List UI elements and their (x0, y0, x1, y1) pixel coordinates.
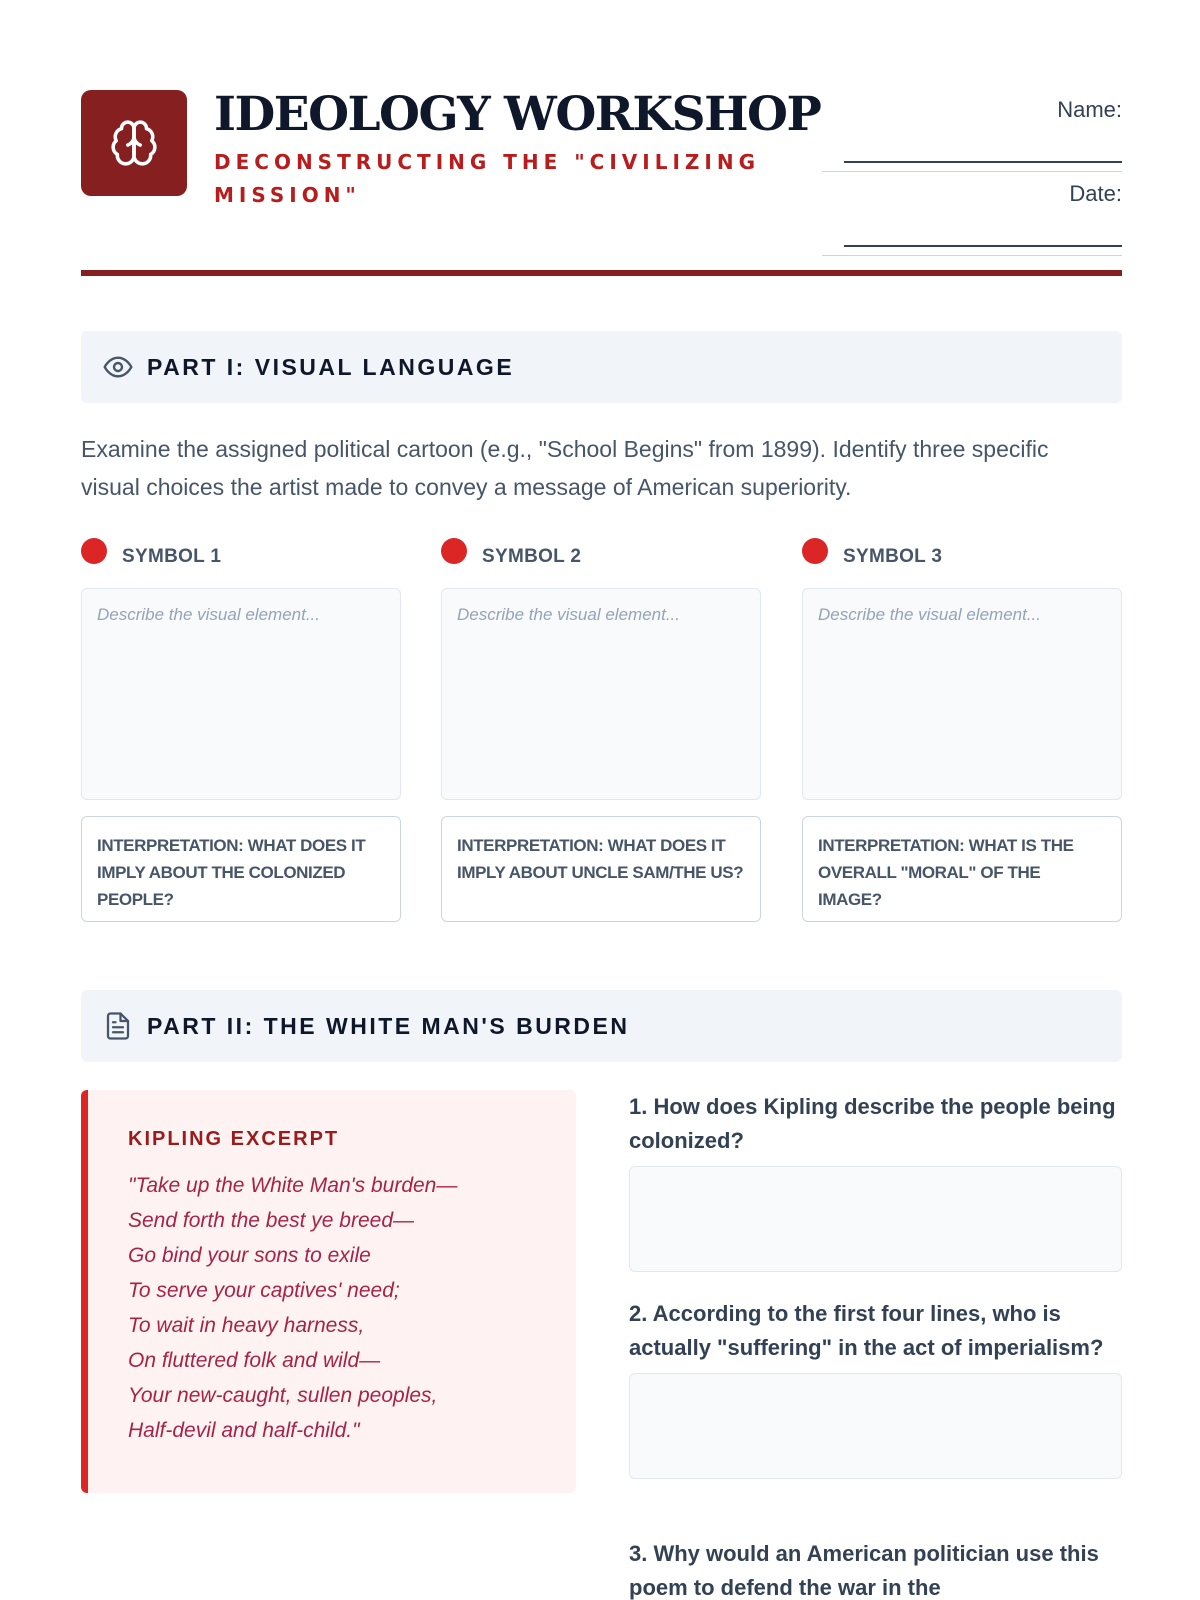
poem-line: Your new-caught, sullen peoples, (128, 1384, 438, 1407)
section-title: PART II: THE WHITE MAN'S BURDEN (147, 1012, 630, 1039)
question-text: 2. According to the first four lines, who is actually "suffering" in the act of imperialism? (629, 1301, 1104, 1360)
date-field[interactable] (822, 210, 1122, 256)
interpretation-box[interactable]: INTERPRETATION: WHAT DOES IT IMPLY ABOUT THE COLONIZED PEOPLE? (81, 816, 401, 922)
header-divider (81, 270, 1122, 276)
page-subtitle: DECONSTRUCTING THE "CIVILIZING MISSION" (214, 150, 760, 207)
poem-line: On fluttered folk and wild— (128, 1349, 381, 1372)
question-text: 3. Why would an American politician use this poem to defend the war in the (629, 1541, 1099, 1600)
interpretation-box[interactable]: INTERPRETATION: WHAT DOES IT IMPLY ABOUT UNCLE SAM/THE US? (441, 816, 761, 922)
question-text: 1. How does Kipling describe the people being colonized? (629, 1094, 1116, 1153)
page-title: IDEOLOGY WORKSHOP (214, 87, 821, 142)
poem-line: Go bind your sons to exile (128, 1244, 371, 1267)
poem-line: To serve your captives' need; (128, 1279, 400, 1302)
eye-icon (101, 350, 135, 384)
red-dot-marker (802, 538, 828, 564)
interpretation-box[interactable]: INTERPRETATION: WHAT IS THE OVERALL "MORAL" OF THE IMAGE? (802, 816, 1122, 922)
excerpt-title: KIPLING EXCERPT (128, 1128, 340, 1150)
poem-line: Half-devil and half-child." (128, 1419, 360, 1442)
student-info (822, 94, 1122, 262)
question-3 (629, 1537, 1122, 1600)
logo-badge (81, 90, 187, 196)
poem-line: Send forth the best ye breed— (128, 1209, 415, 1232)
input-placeholder: Describe the visual element... (97, 605, 320, 624)
input-placeholder: Describe the visual element... (457, 605, 680, 624)
symbol-label: SYMBOL 3 (843, 546, 943, 567)
name-label: Name: (1057, 97, 1122, 122)
instructions-text: Examine the assigned political cartoon (e.g., "School Begins" from 1899). Identify three specific visual choices the artist made to convey a message of American superiority. (81, 436, 1049, 500)
poem-line: "Take up the White Man's burden— (128, 1174, 458, 1197)
symbol-description-input[interactable] (802, 588, 1122, 800)
symbol-label: SYMBOL 2 (482, 546, 582, 567)
answer-box[interactable] (629, 1166, 1122, 1272)
question-2 (629, 1297, 1122, 1479)
name-field[interactable] (822, 126, 1122, 172)
symbol-description-input[interactable] (81, 588, 401, 800)
date-label: Date: (1069, 181, 1122, 206)
red-dot-marker (81, 538, 107, 564)
input-placeholder: Describe the visual element... (818, 605, 1041, 624)
poem-line: To wait in heavy harness, (128, 1314, 365, 1337)
symbol-column (441, 536, 761, 882)
symbol-description-input[interactable] (441, 588, 761, 800)
brain-icon (109, 118, 159, 168)
question-1 (629, 1090, 1122, 1272)
section-header-part1 (81, 331, 1122, 403)
symbol-column (81, 536, 401, 909)
kipling-excerpt (81, 1090, 576, 1493)
document-icon (101, 1009, 135, 1043)
symbol-label: SYMBOL 1 (122, 546, 222, 567)
worksheet-header (81, 87, 1122, 279)
symbol-column (802, 536, 1122, 909)
answer-box[interactable] (629, 1373, 1122, 1479)
red-dot-marker (441, 538, 467, 564)
section-title: PART I: VISUAL LANGUAGE (147, 353, 515, 380)
section-header-part2 (81, 990, 1122, 1062)
